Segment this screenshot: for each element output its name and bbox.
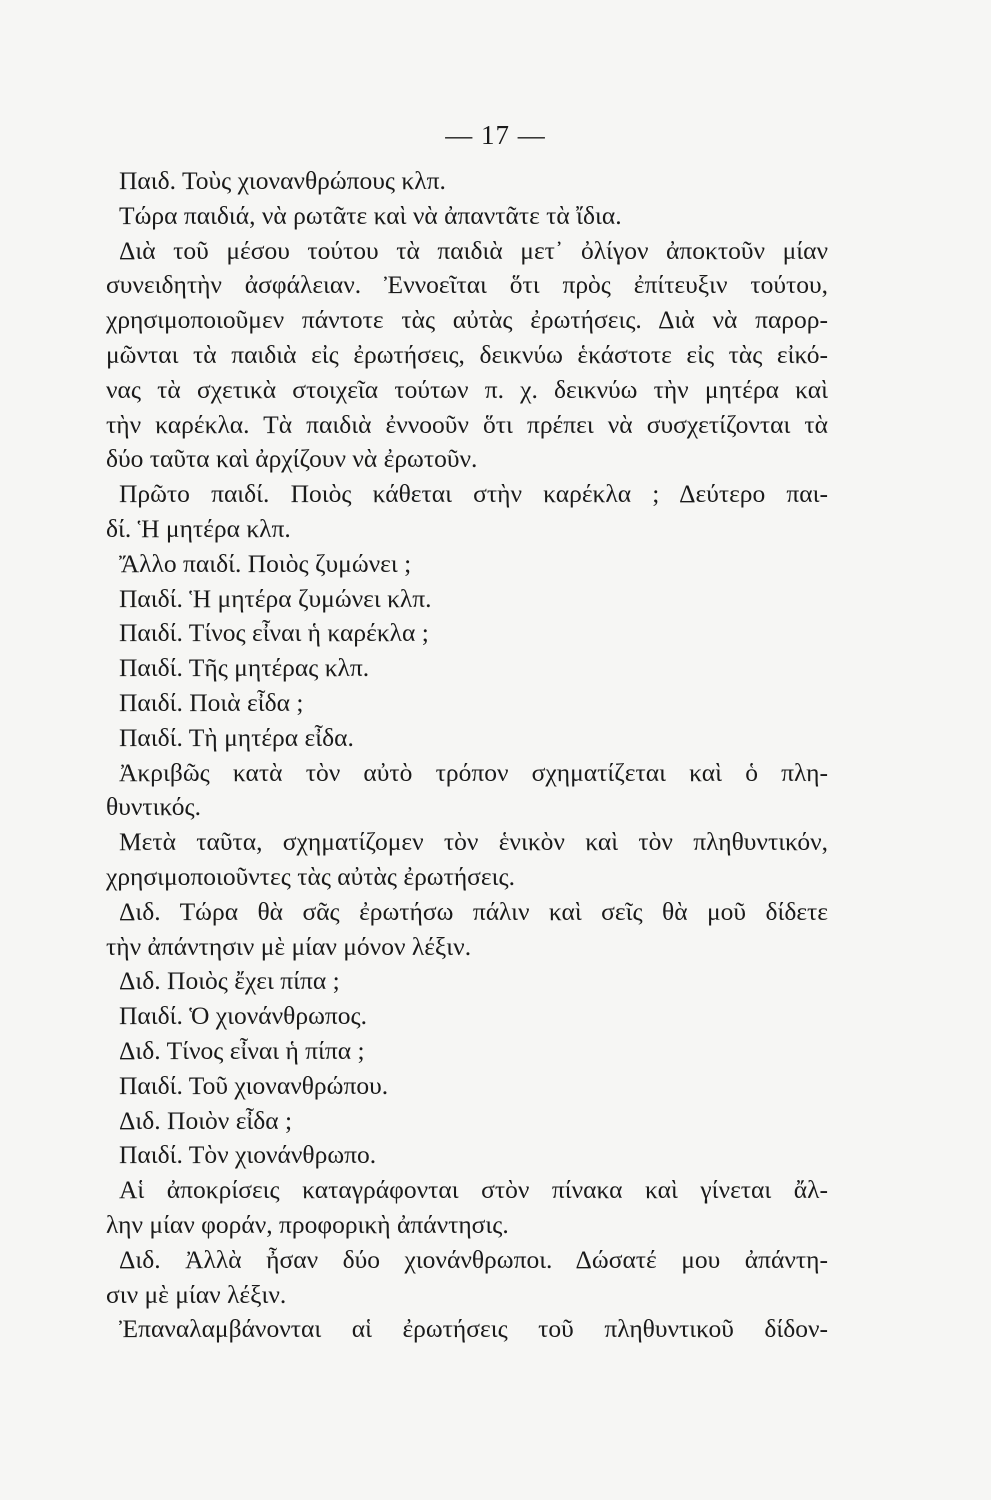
text-line: θυντικός.	[106, 792, 201, 822]
text-line: Πρῶτο παιδί. Ποιὸς κάθεται στὴν καρέκλα ; Δεύτερο παι-	[119, 479, 828, 509]
text-line: λην μίαν φοράν, προφορικὴ ἀπάντησις.	[106, 1209, 509, 1239]
text-line: Παιδί. Τοῦ χιονανθρώπου.	[119, 1070, 389, 1100]
text-line: συνειδητὴν ἀσφάλειαν. Ἐννοεῖται ὅτι πρὸς ἐπίτευξιν τούτου,	[106, 270, 828, 300]
text-line: Ἐπαναλαμβάνονται αἱ ἐρωτήσεις τοῦ πληθυντικοῦ δίδον-	[119, 1314, 828, 1344]
text-line: Παιδί. Ἡ μητέρα ζυμώνει κλπ.	[119, 583, 432, 613]
text-line: Παιδί. Τὴ μητέρα εἶδα.	[119, 722, 354, 752]
text-line: Παιδί. Τὸν χιονάνθρωπο.	[119, 1140, 377, 1170]
text-line: χρησιμοποιοῦμεν πάντοτε τὰς αὐτὰς ἐρωτήσεις. Διὰ νὰ παρορ-	[106, 305, 828, 335]
text-line: τὴν ἀπάντησιν μὲ μίαν μόνον λέξιν.	[106, 931, 472, 961]
text-line: Παιδί. Τίνος εἶναι ἡ καρέκλα ;	[119, 618, 429, 648]
text-line: δύο ταῦτα καὶ ἀρχίζουν νὰ ἐρωτοῦν.	[106, 444, 478, 474]
text-line: νας τὰ σχετικὰ στοιχεῖα τούτων π. χ. δεικνύω τὴν μητέρα καὶ	[106, 374, 828, 404]
text-line: Διδ. Τώρα θὰ σᾶς ἐρωτήσω πάλιν καὶ σεῖς θὰ μοῦ δίδετε	[119, 896, 828, 926]
text-line: σιν μὲ μίαν λέξιν.	[106, 1279, 287, 1309]
text-line: Μετὰ ταῦτα, σχηματίζομεν τὸν ἑνικὸν καὶ τὸν πληθυντικόν,	[119, 827, 828, 857]
text-line: Διδ. Ποιὸν εἶδα ;	[119, 1105, 293, 1135]
text-line: χρησιμοποιοῦντες τὰς αὐτὰς ἐρωτήσεις.	[106, 861, 515, 891]
text-line: Αἱ ἀποκρίσεις καταγράφονται στὸν πίνακα καὶ γίνεται ἄλ-	[119, 1175, 828, 1205]
text-line: δί. Ἡ μητέρα κλπ.	[106, 513, 291, 543]
text-line: Παιδί. Ποιὰ εἶδα ;	[119, 687, 304, 717]
text-line: Διδ. Ποιὸς ἔχει πίπα ;	[119, 966, 340, 996]
text-line: Ἀκριβῶς κατὰ τὸν αὐτὸ τρόπον σχηματίζεται καὶ ὁ πλη-	[119, 757, 828, 787]
text-line: μῶνται τὰ παιδιὰ εἰς ἐρωτήσεις, δεικνύω ἑκάστοτε εἰς τὰς εἰκό-	[106, 339, 828, 369]
text-line: Παιδί. Τῆς μητέρας κλπ.	[119, 653, 370, 683]
page-number: — 17 —	[445, 120, 546, 150]
text-line: Διδ. Τίνος εἶναι ἡ πίπα ;	[119, 1035, 365, 1065]
text-line: Παιδ. Τοὺς χιονανθρώπους κλπ.	[119, 166, 446, 195]
text-line: Τώρα παιδιά, νὰ ρωτᾶτε καὶ νὰ ἀπαντᾶτε τὰ ἴδια.	[119, 200, 622, 230]
text-line: Διδ. Ἀλλὰ ἦσαν δύο χιονάνθρωποι. Δώσατέ μου ἀπάντη-	[119, 1244, 828, 1274]
text-line: Διὰ τοῦ μέσου τούτου τὰ παιδιὰ μετ᾽ ὀλίγον ἀποκτοῦν μίαν	[119, 235, 828, 265]
text-line: τὴν καρέκλα. Τὰ παιδιὰ ἐννοοῦν ὅτι πρέπει νὰ συσχετίζονται τὰ	[106, 409, 828, 439]
text-line: Ἄλλο παιδί. Ποιὸς ζυμώνει ;	[119, 548, 412, 578]
text-line: Παιδί. Ὁ χιονάνθρωπος.	[119, 1001, 367, 1031]
body-text	[106, 164, 828, 1347]
